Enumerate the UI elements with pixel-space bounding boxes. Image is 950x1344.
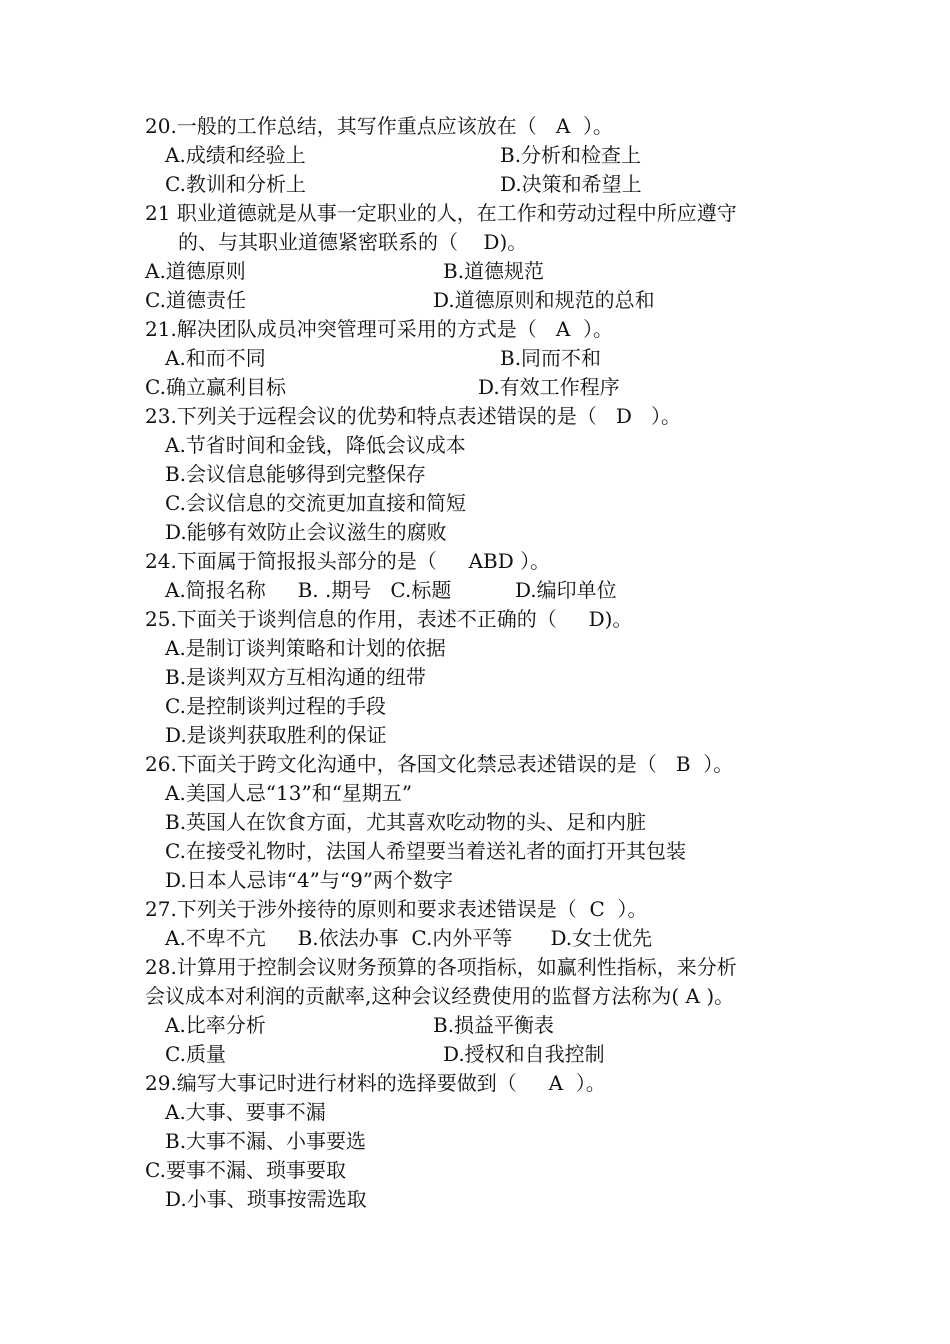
question-21a-option-c: C.道德责任: [145, 288, 246, 312]
question-27-options: A.不卑不亢 B.依法办事 C.内外平等 D.女士优先: [165, 926, 653, 950]
question-21a-stem-line-2: 的、与其职业道德紧密联系的（ D)。: [178, 230, 528, 254]
question-21a-option-b: B.道德规范: [443, 259, 545, 283]
question-28-option-a: A.比率分析: [165, 1013, 266, 1037]
question-24-stem: 24.下面属于简报报头部分的是（ ABD ）。: [145, 549, 551, 573]
question-25-option-b: B.是谈判双方互相沟通的纽带: [165, 665, 427, 689]
question-28-stem-line-1: 28.计算用于控制会议财务预算的各项指标，如赢利性指标，来分析: [145, 955, 737, 979]
question-21a-option-d: D.道德原则和规范的总和: [433, 288, 655, 312]
question-23-option-c: C.会议信息的交流更加直接和简短: [165, 491, 466, 515]
question-27-stem: 27.下列关于涉外接待的原则和要求表述错误是（ C ）。: [145, 897, 648, 921]
question-28-option-b: B.损益平衡表: [433, 1013, 555, 1037]
question-21a-option-a: A.道德原则: [145, 259, 246, 283]
question-24-options: A.简报名称 B. .期号 C.标题 D.编印单位: [165, 578, 617, 602]
question-21b-option-b: B.同而不和: [500, 346, 602, 370]
question-23-option-a: A.节省时间和金钱，降低会议成本: [165, 433, 466, 457]
question-28-option-d: D.授权和自我控制: [443, 1042, 605, 1066]
question-23-option-b: B.会议信息能够得到完整保存: [165, 462, 427, 486]
question-25-option-a: A.是制订谈判策略和计划的依据: [165, 636, 446, 660]
question-20-stem: 20.一般的工作总结，其写作重点应该放在（ A ）。: [145, 114, 614, 138]
question-25-option-c: C.是控制谈判过程的手段: [165, 694, 386, 718]
question-26-option-a: A.美国人忌“13”和“星期五”: [165, 781, 413, 805]
question-25-stem: 25.下面关于谈判信息的作用，表述不正确的（ D)。: [145, 607, 633, 631]
question-25-option-d: D.是谈判获取胜利的保证: [165, 723, 387, 747]
question-20-option-d: D.决策和希望上: [500, 172, 642, 196]
question-20-option-a: A.成绩和经验上: [165, 143, 306, 167]
question-20-option-c: C.教训和分析上: [165, 172, 306, 196]
question-26-option-d: D.日本人忌讳“4”与“9”两个数字: [165, 868, 454, 892]
question-26-option-b: B.英国人在饮食方面，尤其喜欢吃动物的头、足和内脏: [165, 810, 647, 834]
question-28-option-c: C.质量: [165, 1042, 226, 1066]
question-29-option-c: C.要事不漏、琐事要取: [145, 1158, 346, 1182]
question-21b-option-c: C.确立赢利目标: [145, 375, 286, 399]
question-23-option-d: D.能够有效防止会议滋生的腐败: [165, 520, 447, 544]
question-26-stem: 26.下面关于跨文化沟通中，各国文化禁忌表述错误的是（ B ）。: [145, 752, 734, 776]
question-21a-stem-line-1: 21 职业道德就是从事一定职业的人，在工作和劳动过程中所应遵守: [145, 201, 737, 225]
question-21b-option-d: D.有效工作程序: [478, 375, 620, 399]
question-20-option-b: B.分析和检查上: [500, 143, 642, 167]
question-29-option-d: D.小事、琐事按需选取: [165, 1187, 367, 1211]
question-23-stem: 23.下列关于远程会议的优势和特点表述错误的是（ D ）。: [145, 404, 681, 428]
question-28-stem-line-2: 会议成本对利润的贡献率,这种会议经费使用的监督方法称为( A )。: [145, 984, 735, 1008]
question-26-option-c: C.在接受礼物时，法国人希望要当着送礼者的面打开其包装: [165, 839, 686, 863]
question-29-option-a: A.大事、要事不漏: [165, 1100, 326, 1124]
question-29-option-b: B.大事不漏、小事要选: [165, 1129, 367, 1153]
question-21b-option-a: A.和而不同: [165, 346, 266, 370]
question-21b-stem: 21.解决团队成员冲突管理可采用的方式是（ A ）。: [145, 317, 614, 341]
question-29-stem: 29.编写大事记时进行材料的选择要做到（ A ）。: [145, 1071, 606, 1095]
